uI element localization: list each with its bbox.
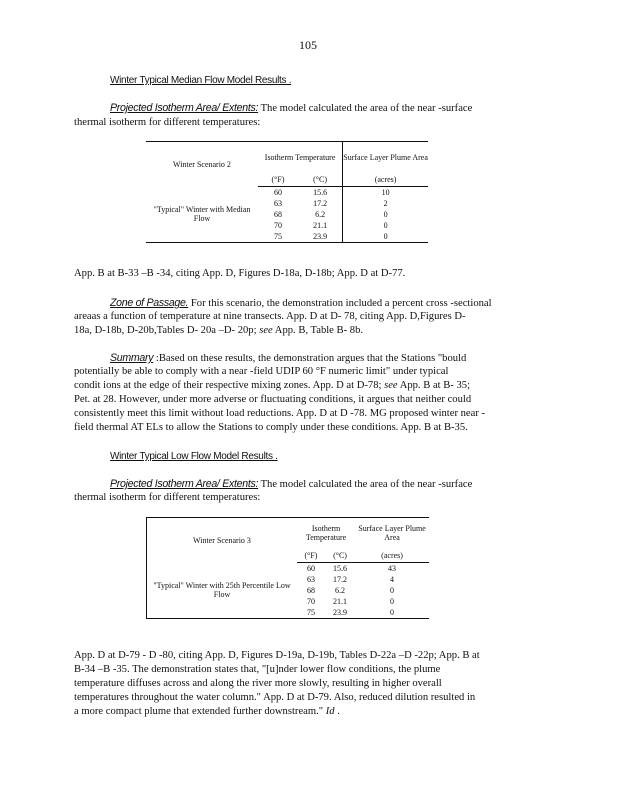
section-heading-median-flow: Winter Typical Median Flow Model Results . [110, 75, 292, 86]
page-number: 105 [299, 38, 317, 52]
table-header-area: Surface Layer Plume Area [343, 142, 428, 173]
table-cell: 0 [355, 607, 429, 619]
table-cell: 0 [383, 210, 388, 219]
table-unit-c: (°C) [298, 172, 343, 187]
table-cell: 6.2 [298, 209, 343, 220]
paragraph-line: temperatures throughout the water column." App. D at D-79. Also, reduced dilution resulted in [74, 692, 476, 703]
paragraph-line [74, 706, 340, 717]
paragraph-line [110, 478, 472, 490]
table-cell: 60 [273, 188, 282, 197]
paragraph-text: :Based on these results, the demonstration argues that the Stations "bould [153, 353, 467, 364]
table-cell: 21.1 [333, 597, 348, 606]
table-cell: 17.2 [333, 575, 348, 584]
table-cell: 68 [273, 210, 282, 219]
table-cell: 0 [390, 597, 395, 606]
table-cell: 75 [297, 607, 325, 619]
table-cell: 0 [383, 221, 388, 230]
table-cell: 17.2 [298, 198, 343, 209]
paragraph-lead: Projected Isotherm Area/ Extents: [110, 102, 259, 114]
table-header-temperature: Isotherm Temperature [297, 518, 355, 549]
table-cell: 15.6 [298, 187, 343, 199]
paragraph-line: field thermal AT ELs to allow the Stations to comply under these conditions. App. B at B-35. [74, 422, 468, 433]
paragraph-line [74, 380, 470, 391]
table-row-label: "Typical" Winter with 25th Percentile Low Flow [147, 563, 298, 619]
table-unit-area: (acres) [381, 550, 403, 560]
paragraph-text: condit ions at the edge of their respective mixing zones. App. D at D-78; [74, 380, 385, 391]
isotherm-table-scenario-2 [146, 141, 428, 243]
table-cell: 43 [355, 563, 429, 575]
isotherm-table-scenario-3 [146, 517, 429, 619]
paragraph-line: Pet. at 28. However, under more adverse or fluctuating conditions, it argues that neither could [74, 394, 472, 405]
table-header-temperature: Isotherm Temperature [258, 142, 343, 173]
table-cell: 0 [390, 586, 395, 595]
paragraph-text: a more compact plume that extended further downstream." [74, 706, 326, 717]
paragraph-line: consistently meet this limit without load reductions. App. D at D -78. MG proposed winter near - [74, 408, 486, 419]
table-cell: 10 [381, 188, 390, 197]
paragraph-line [110, 352, 466, 364]
paragraph-line: potentially be able to comply with a near -field UDIP 60 °F numeric limit" under typical [74, 366, 449, 377]
table-cell: 6.2 [335, 586, 346, 595]
paragraph-text: For this scenario, the demonstration included a percent cross -sectional [188, 298, 492, 309]
paragraph-line [74, 325, 363, 336]
table-cell: 4 [390, 575, 395, 584]
table-unit-f: (°F) [304, 550, 318, 560]
paragraph-line: thermal isotherm for different temperatures: [74, 492, 261, 503]
signal-word: see [384, 380, 398, 391]
table-cell: 0 [343, 231, 428, 243]
table-unit-c: (°C) [333, 550, 347, 560]
table-cell: 23.9 [325, 607, 355, 619]
paragraph-line: thermal isotherm for different temperatures: [74, 117, 261, 128]
paragraph-text: 18a, D-18b, D-20b,Tables D- 20a –D- 20p; [74, 325, 260, 336]
table-header-area: Surface Layer Plume Area [355, 518, 429, 549]
table-row-label: "Typical" Winter with Median Flow [146, 187, 258, 243]
citation-line: App. B at B-33 –B -34, citing App. D, Figures D-18a, D-18b; App. D at D-77. [74, 268, 406, 279]
paragraph-line: areaas a function of temperature at nine transects. App. D at D- 78, citing App. D,Figures D- [74, 311, 466, 322]
paragraph-text: App. B at B- 35; [397, 380, 471, 391]
paragraph-lead: Zone of Passage. [110, 297, 189, 309]
table-unit-area: (acres) [343, 172, 428, 187]
table-header-scenario: Winter Scenario 3 [147, 518, 298, 563]
table-cell: 70 [273, 221, 282, 230]
paragraph-text: . [334, 706, 340, 717]
table-cell: 23.9 [298, 231, 343, 243]
paragraph-lead: Summary [110, 352, 154, 364]
paragraph-line [110, 297, 492, 309]
table-cell: 70 [306, 597, 315, 606]
signal-word: Id [325, 706, 335, 717]
signal-word: see [259, 325, 273, 336]
table-cell: 63 [273, 199, 282, 208]
section-heading-low-flow: Winter Typical Low Flow Model Results . [110, 451, 278, 462]
paragraph-line: temperature diffuses across and along the river more slowly, resulting in higher overall [74, 678, 442, 689]
table-cell: 2 [383, 199, 388, 208]
paragraph-line [110, 102, 472, 114]
table-cell: 68 [306, 586, 315, 595]
table-cell: 75 [258, 231, 298, 243]
paragraph-line: B-34 –B -35. The demonstration states that, "[u]nder lower flow conditions, the plume [74, 664, 441, 675]
table-cell: 63 [306, 575, 315, 584]
paragraph-text: App. B, Table B- 8b. [272, 325, 364, 336]
table-cell: 15.6 [325, 563, 355, 575]
table-unit-f: (°F) [258, 172, 298, 187]
table-cell: 60 [297, 563, 325, 575]
paragraph-line: App. D at D-79 - D -80, citing App. D, Figures D-19a, D-19b, Tables D-22a –D -22p; App. B at [74, 650, 480, 661]
table-cell: 21.1 [298, 220, 343, 231]
paragraph-lead: Projected Isotherm Area/ Extents: [110, 478, 259, 490]
paragraph-text: The model calculated the area of the near -surface [258, 479, 473, 490]
paragraph-text: The model calculated the area of the near -surface [258, 103, 473, 114]
table-header-scenario: Winter Scenario 2 [146, 142, 258, 187]
